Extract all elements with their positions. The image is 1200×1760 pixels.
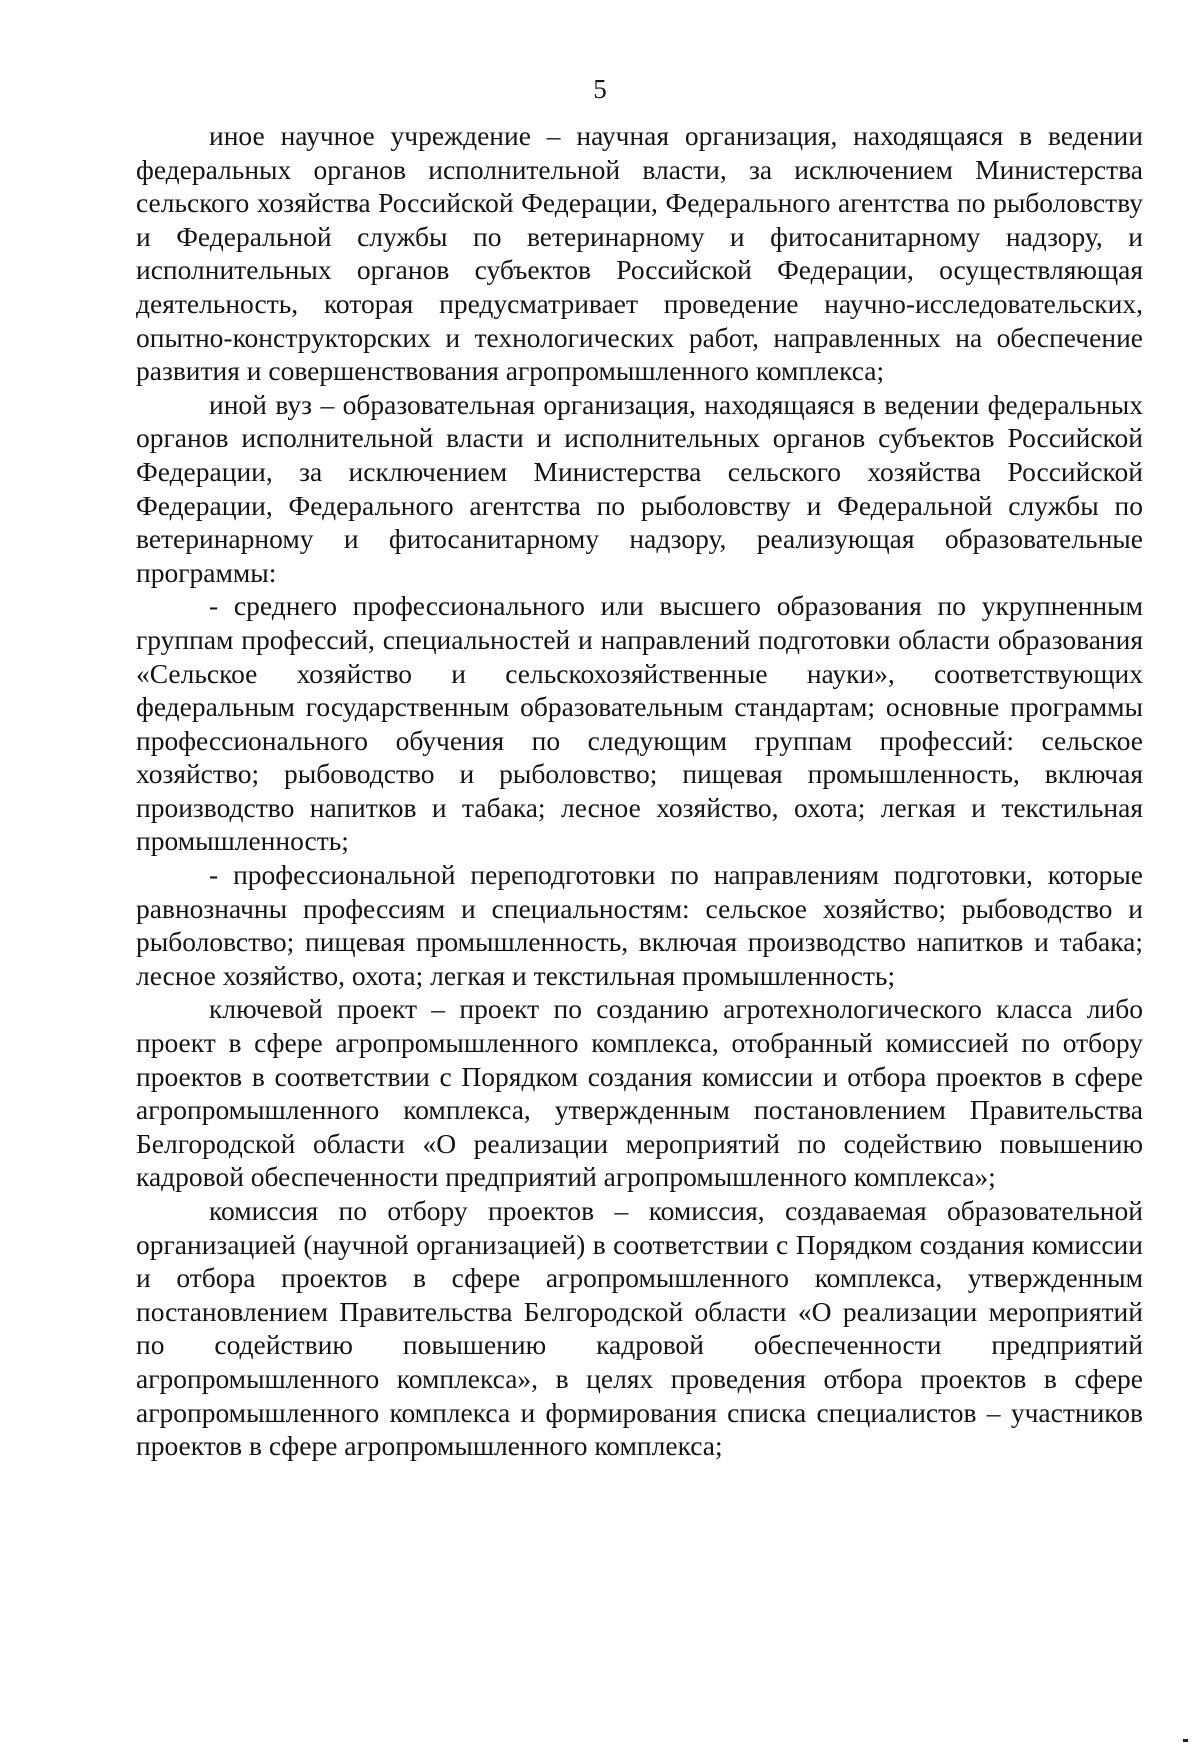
page-number: 5 (593, 74, 607, 104)
definition-selection-commission: комиссия по отбору проектов – комиссия, создаваемая образовательной организацией (научной организацией) в соответствии с Порядком создания комиссии и отбора проектов в сфере агропромышленного комплекса, утвержденным постановлением Правительства Белгородской области «О реализации мероприятий по содействию повышению кадровой обеспеченности предприятий агропромышленного комплекса», в целях проведения отбора проектов в сфере агропромышленного комплекса и формирования списка специалистов – участников проектов в сфере агропромышленного комплекса; (136, 1195, 1143, 1462)
list-item-retraining: - профессиональной переподготовки по направлениям подготовки, которые равнозначны профессиям и специальностям: сельское хозяйство; рыбоводство и рыболовство; пищевая промышленность, включая производство напитков и табака; лесное хозяйство, охота; легкая и текстильная промышленность; (136, 859, 1143, 991)
list-item-education-programs: - среднего профессионального или высшего образования по укрупненным группам профессий, специальностей и направлений подготовки области образования «Сельское хозяйство и сельскохозяйственные науки», соответствующих федеральным государственным образовательным стандартам; основные программы профессионального обучения по следующим группам профессий: сельское хозяйство; рыбоводство и рыболовство; пищевая промышленность, включая производство напитков и табака; лесное хозяйство, охота; легкая и текстильная промышленность; (136, 590, 1143, 857)
document-body (136, 119, 1143, 1463)
scan-mark (1183, 1739, 1188, 1742)
definition-other-university: иной вуз – образовательная организация, находящаяся в ведении федеральных органов исполнительной власти и исполнительных органов субъектов Российской Федерации, за исключением Министерства сельского хозяйства Российской Федерации, Федерального агентства по рыболовству и Федеральной службы по ветеринарному и фитосанитарному надзору, реализующая образовательные программы: (136, 388, 1143, 588)
definition-scientific-institution: иное научное учреждение – научная организация, находящаяся в ведении федеральных органов исполнительной власти, за исключением Министерства сельского хозяйства Российской Федерации, Федерального агентства по рыболовству и Федеральной службы по ветеринарному и фитосанитарному надзору, и исполнительных органов субъектов Российской Федерации, осуществляющая деятельность, которая предусматривает проведение научно-исследовательских, опытно-конструкторских и технологических работ, направленных на обеспечение развития и совершенствования агропромышленного комплекса; (136, 120, 1143, 387)
definition-key-project: ключевой проект – проект по созданию агротехнологического класса либо проект в сфере агропромышленного комплекса, отобранный комиссией по отбору проектов в соответствии с Порядком создания комиссии и отбора проектов в сфере агропромышленного комплекса, утвержденным постановлением Правительства Белгородской области «О реализации мероприятий по содействию повышению кадровой обеспеченности предприятий агропромышленного комплекса»; (136, 993, 1143, 1193)
